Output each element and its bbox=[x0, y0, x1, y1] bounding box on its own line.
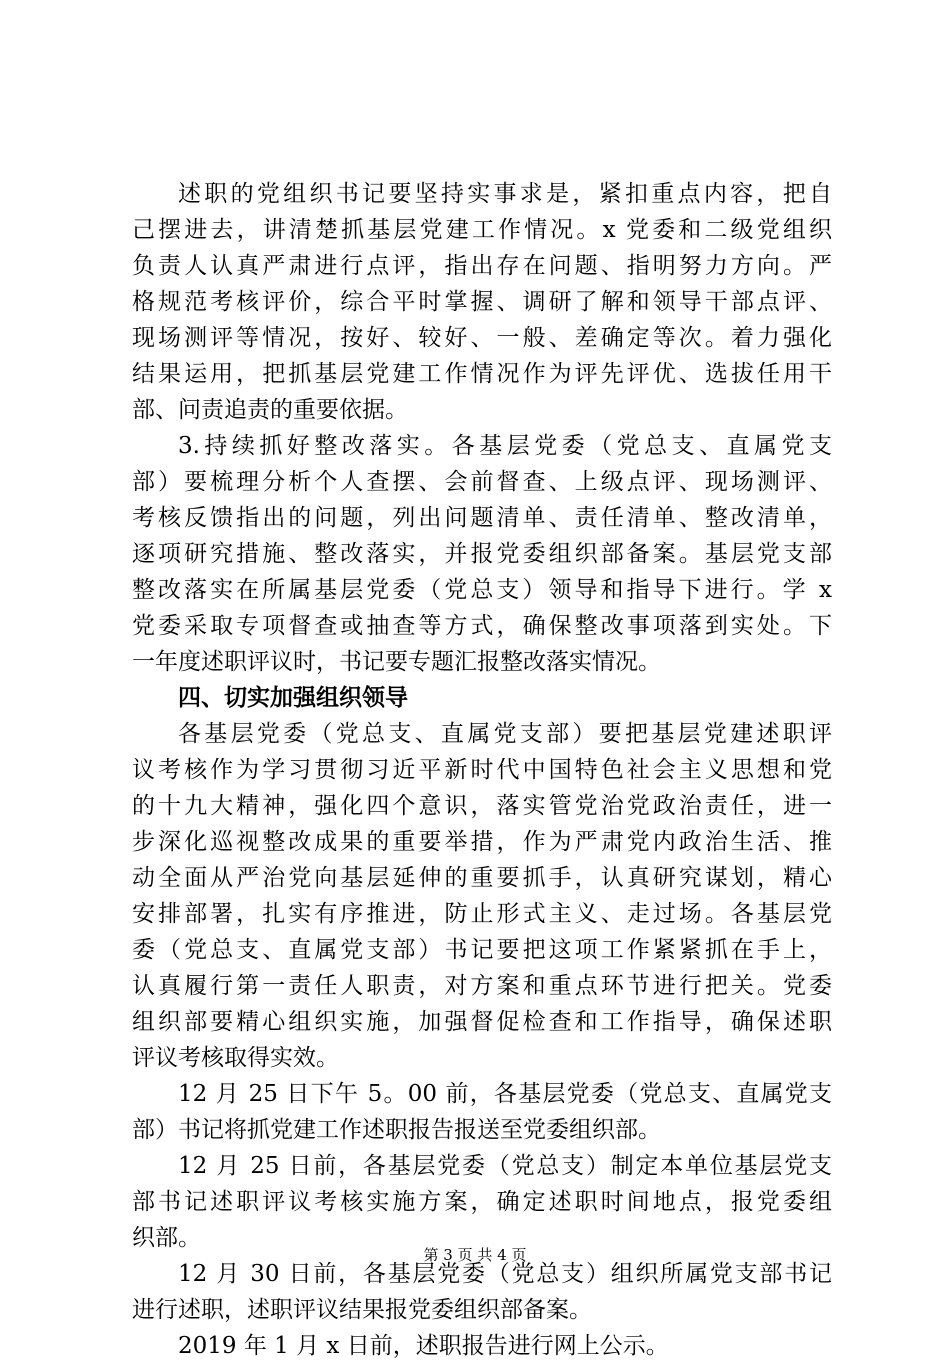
paragraph-line: 考核反馈指出的问题，列出问题清单、责任清单、整改清单， bbox=[132, 505, 832, 531]
paragraph-line: 评议考核取得实效。 bbox=[132, 1045, 339, 1071]
paragraph-line: 认真履行第一责任人职责，对方案和重点环节进行把关。党委 bbox=[132, 973, 832, 999]
paragraph-line: 进行述职，述职评议结果报党委组织部备案。 bbox=[132, 1297, 592, 1323]
paragraph-line: 步深化巡视整改成果的重要举措，作为严肃党内政治生活、推 bbox=[132, 829, 832, 855]
paragraph-line: 部）要梳理分析个人查摆、会前督查、上级点评、现场测评、 bbox=[132, 469, 832, 495]
paragraph-line: 结果运用，把抓基层党建工作情况作为评先评优、选拔任用干 bbox=[132, 361, 832, 387]
paragraph-line: 部）书记将抓党建工作述职报告报送至党委组织部。 bbox=[132, 1117, 661, 1143]
paragraph-line: 格规范考核评价，综合平时掌握、调研了解和领导干部点评、 bbox=[132, 289, 832, 315]
section-heading: 四、切实加强组织领导 bbox=[178, 685, 408, 711]
paragraph-line: 一年度述职评议时，书记要专题汇报整改落实情况。 bbox=[132, 649, 661, 675]
paragraph-line: 织部。 bbox=[132, 1225, 201, 1251]
paragraph-line: 部书记述职评议考核实施方案，确定述职时间地点，报党委组 bbox=[132, 1189, 832, 1215]
paragraph-line: 现场测评等情况，按好、较好、一般、差确定等次。着力强化 bbox=[132, 325, 832, 351]
paragraph-line: 的十九大精神，强化四个意识，落实管党治党政治责任，进一 bbox=[132, 793, 832, 819]
paragraph-line: 部、问责追责的重要依据。 bbox=[132, 397, 408, 423]
paragraph-line: 安排部署，扎实有序推进，防止形式主义、走过场。各基层党 bbox=[132, 901, 832, 927]
paragraph-line: 12 月 25 日前，各基层党委（党总支）制定本单位基层党支 bbox=[178, 1153, 832, 1179]
paragraph-line: 动全面从严治党向基层延伸的重要抓手，认真研究谋划，精心 bbox=[132, 865, 832, 891]
paragraph-line: 逐项研究措施、整改落实，并报党委组织部备案。基层党支部 bbox=[132, 541, 832, 567]
paragraph-line: 委（党总支、直属党支部）书记要把这项工作紧紧抓在手上， bbox=[132, 937, 832, 963]
paragraph-line: 议考核作为学习贯彻习近平新时代中国特色社会主义思想和党 bbox=[132, 757, 832, 783]
paragraph-line: 述职的党组织书记要坚持实事求是，紧扣重点内容，把自 bbox=[178, 181, 832, 207]
paragraph-line: 2019 年 1 月 x 日前，述职报告进行网上公示。 bbox=[178, 1333, 669, 1359]
paragraph-line: 各基层党委（党总支、直属党支部）要把基层党建述职评 bbox=[178, 721, 832, 747]
paragraph-line: 3.持续抓好整改落实。各基层党委（党总支、直属党支 bbox=[178, 433, 832, 459]
paragraph-line: 党委采取专项督查或抽查等方式，确保整改事项落到实处。下 bbox=[132, 613, 832, 639]
paragraph-line: 己摆进去，讲清楚抓基层党建工作情况。x 党委和二级党组织 bbox=[132, 217, 832, 243]
paragraph-line: 整改落实在所属基层党委（党总支）领导和指导下进行。学 x bbox=[132, 577, 832, 603]
page-footer: 第 3 页 共 4 页 bbox=[423, 1246, 527, 1264]
paragraph-line: 12 月 30 日前，各基层党委（党总支）组织所属党支部书记 bbox=[178, 1261, 832, 1287]
paragraph-line: 负责人认真严肃进行点评，指出存在问题、指明努力方向。严 bbox=[132, 253, 832, 279]
paragraph-line: 组织部要精心组织实施，加强督促检查和工作指导，确保述职 bbox=[132, 1009, 832, 1035]
paragraph-line: 12 月 25 日下午 5。00 前，各基层党委（党总支、直属党支 bbox=[178, 1081, 832, 1107]
